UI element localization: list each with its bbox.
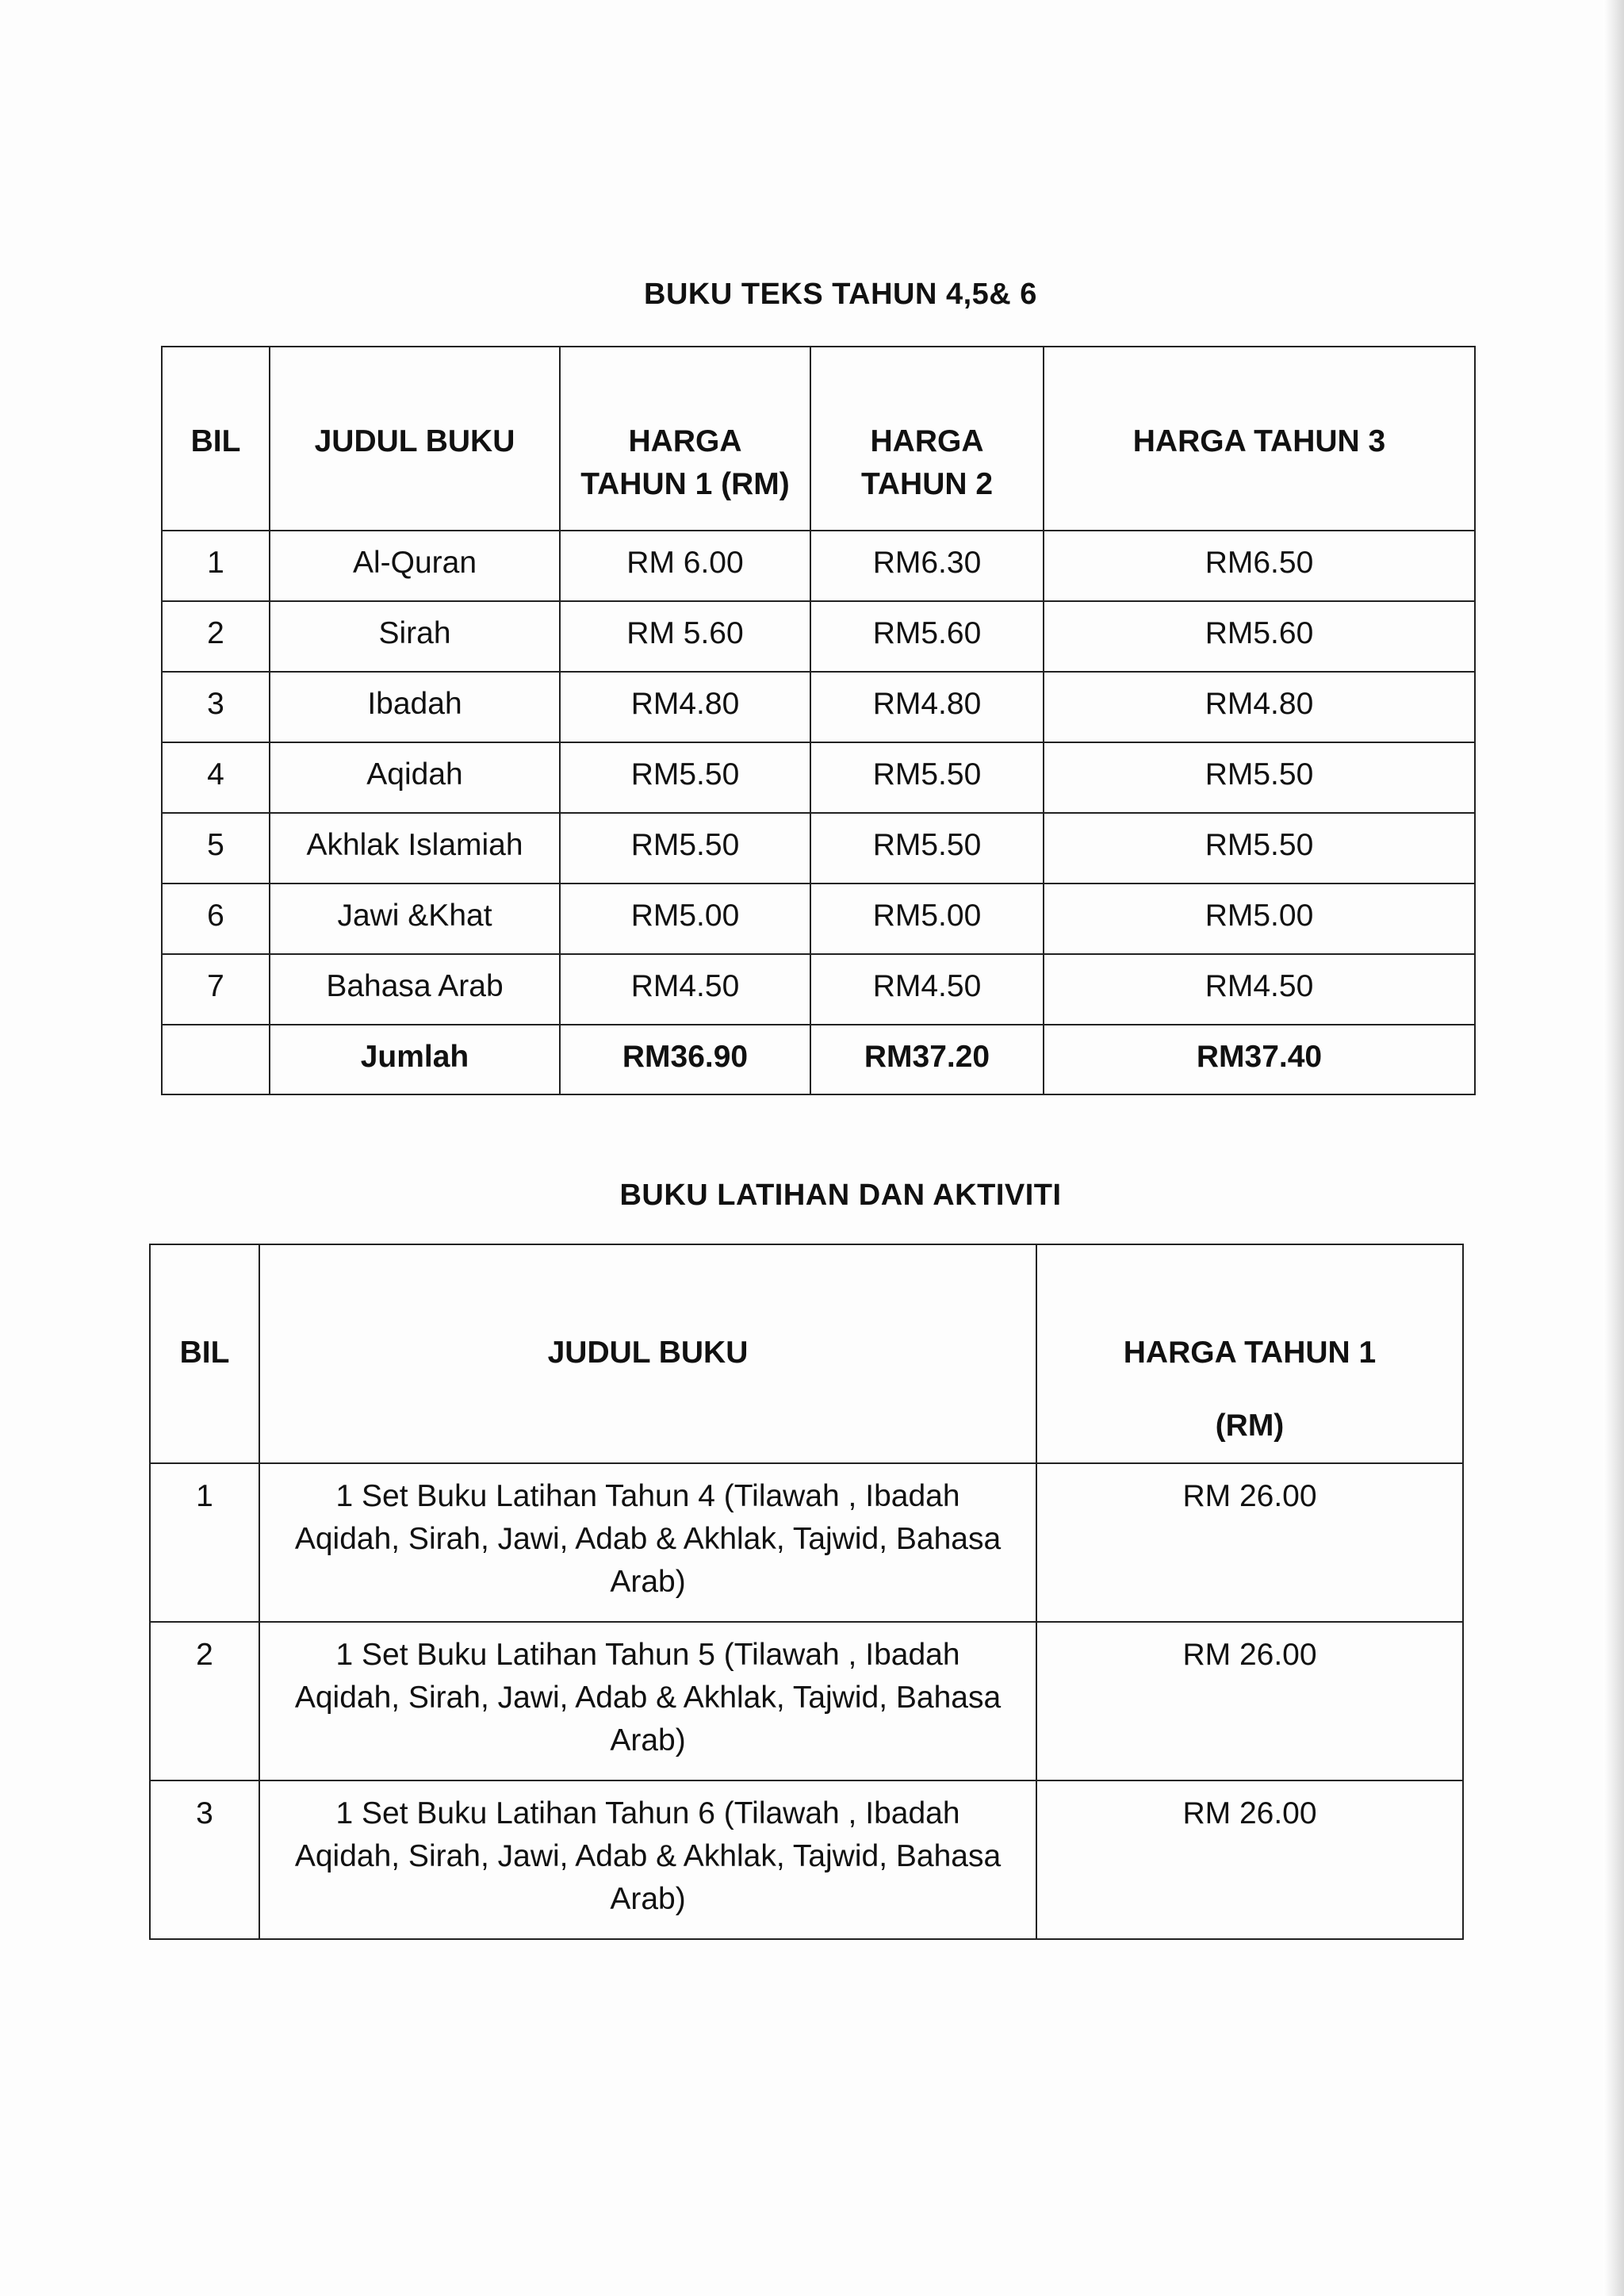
cell-judul-line2: Aqidah, Sirah, Jawi, Adab & Akhlak, Tajwid, Bahasa	[294, 1681, 1002, 1715]
header-harga-line1: HARGA TAHUN 1	[1123, 1336, 1377, 1370]
cell-harga: RM 26.00	[1036, 1622, 1463, 1780]
table-row	[150, 1780, 1463, 1939]
cell-judul-line3: Arab)	[610, 1882, 686, 1916]
cell-harga-tahun-2: RM5.50	[810, 742, 1044, 813]
cell-harga-tahun-1: RM5.50	[560, 813, 810, 884]
cell-harga-tahun-1: RM4.50	[560, 954, 810, 1025]
cell-bil: 6	[162, 884, 270, 954]
table-header-row	[162, 347, 1475, 531]
header-harga-tahun-2	[810, 347, 1044, 531]
table-row	[162, 954, 1475, 1025]
cell-bil: 2	[150, 1622, 259, 1780]
header-bil: BIL	[150, 1244, 259, 1463]
cell-harga-tahun-3: RM5.50	[1044, 742, 1475, 813]
cell-bil: 3	[162, 672, 270, 742]
table-row	[162, 531, 1475, 601]
cell-harga-tahun-2: RM5.60	[810, 601, 1044, 672]
cell-bil: 3	[150, 1780, 259, 1939]
cell-jumlah-tahun-1: RM36.90	[560, 1025, 810, 1094]
cell-bil: 7	[162, 954, 270, 1025]
table-row	[162, 813, 1475, 884]
header-judul-buku: JUDUL BUKU	[270, 347, 560, 531]
cell-bil: 2	[162, 601, 270, 672]
total-row	[162, 1025, 1475, 1094]
cell-judul: Aqidah	[270, 742, 560, 813]
header-harga-tahun-1	[560, 347, 810, 531]
header-harga-tahun-2-line2: TAHUN 2	[860, 467, 994, 501]
cell-bil	[162, 1025, 270, 1094]
cell-judul: Ibadah	[270, 672, 560, 742]
cell-judul-line1: 1 Set Buku Latihan Tahun 4 (Tilawah , Ibadah	[335, 1479, 960, 1513]
table-row	[150, 1622, 1463, 1780]
cell-harga-tahun-3: RM4.50	[1044, 954, 1475, 1025]
cell-judul	[259, 1622, 1036, 1780]
cell-harga-tahun-3: RM5.00	[1044, 884, 1475, 954]
scan-edge-shadow	[1603, 0, 1624, 2296]
cell-harga: RM 26.00	[1036, 1463, 1463, 1622]
cell-bil: 5	[162, 813, 270, 884]
table-row	[162, 672, 1475, 742]
header-harga-tahun-2-line1: HARGA	[870, 424, 984, 458]
cell-judul: Jawi &Khat	[270, 884, 560, 954]
cell-harga-tahun-2: RM6.30	[810, 531, 1044, 601]
buku-teks-table	[161, 346, 1476, 1095]
cell-harga-tahun-1: RM4.80	[560, 672, 810, 742]
cell-judul-line2: Aqidah, Sirah, Jawi, Adab & Akhlak, Tajwid, Bahasa	[294, 1522, 1002, 1556]
cell-harga-tahun-2: RM5.50	[810, 813, 1044, 884]
cell-harga-tahun-2: RM4.80	[810, 672, 1044, 742]
cell-bil: 1	[162, 531, 270, 601]
header-bil: BIL	[162, 347, 270, 531]
cell-judul	[259, 1463, 1036, 1622]
header-harga-tahun-1-line1: HARGA	[628, 424, 742, 458]
header-harga-tahun-1-line2: TAHUN 1 (RM)	[580, 467, 790, 501]
cell-harga-tahun-1: RM 5.60	[560, 601, 810, 672]
cell-judul-line3: Arab)	[610, 1723, 686, 1757]
cell-harga-tahun-1: RM5.50	[560, 742, 810, 813]
header-harga-tahun-3: HARGA TAHUN 3	[1044, 347, 1475, 531]
header-harga-line2: (RM)	[1215, 1409, 1285, 1443]
cell-harga-tahun-3: RM6.50	[1044, 531, 1475, 601]
buku-latihan-table	[149, 1244, 1464, 1940]
table-header-row	[150, 1244, 1463, 1463]
header-judul-buku: JUDUL BUKU	[259, 1244, 1036, 1463]
table-row	[162, 601, 1475, 672]
cell-harga-tahun-2: RM5.00	[810, 884, 1044, 954]
cell-judul-line1: 1 Set Buku Latihan Tahun 6 (Tilawah , Ibadah	[335, 1796, 960, 1830]
cell-harga-tahun-1: RM 6.00	[560, 531, 810, 601]
cell-judul: Al-Quran	[270, 531, 560, 601]
cell-harga-tahun-1: RM5.00	[560, 884, 810, 954]
table-row	[162, 884, 1475, 954]
cell-bil: 4	[162, 742, 270, 813]
cell-judul: Bahasa Arab	[270, 954, 560, 1025]
cell-harga-tahun-3: RM4.80	[1044, 672, 1475, 742]
cell-bil: 1	[150, 1463, 259, 1622]
cell-jumlah-tahun-2: RM37.20	[810, 1025, 1044, 1094]
cell-jumlah-tahun-3: RM37.40	[1044, 1025, 1475, 1094]
table-row	[162, 742, 1475, 813]
cell-judul: Sirah	[270, 601, 560, 672]
cell-judul-line1: 1 Set Buku Latihan Tahun 5 (Tilawah , Ibadah	[335, 1638, 960, 1672]
cell-harga: RM 26.00	[1036, 1780, 1463, 1939]
cell-jumlah-label: Jumlah	[270, 1025, 560, 1094]
cell-judul-line3: Arab)	[610, 1565, 686, 1599]
section-title-buku-latihan: BUKU LATIHAN DAN AKTIVITI	[619, 1179, 1062, 1212]
cell-harga-tahun-3: RM5.60	[1044, 601, 1475, 672]
header-harga-tahun-1	[1036, 1244, 1463, 1463]
cell-harga-tahun-2: RM4.50	[810, 954, 1044, 1025]
cell-harga-tahun-3: RM5.50	[1044, 813, 1475, 884]
section-title-buku-teks: BUKU TEKS TAHUN 4,5& 6	[644, 278, 1037, 311]
cell-judul: Akhlak Islamiah	[270, 813, 560, 884]
cell-judul	[259, 1780, 1036, 1939]
cell-judul-line2: Aqidah, Sirah, Jawi, Adab & Akhlak, Tajwid, Bahasa	[294, 1839, 1002, 1873]
table-row	[150, 1463, 1463, 1622]
